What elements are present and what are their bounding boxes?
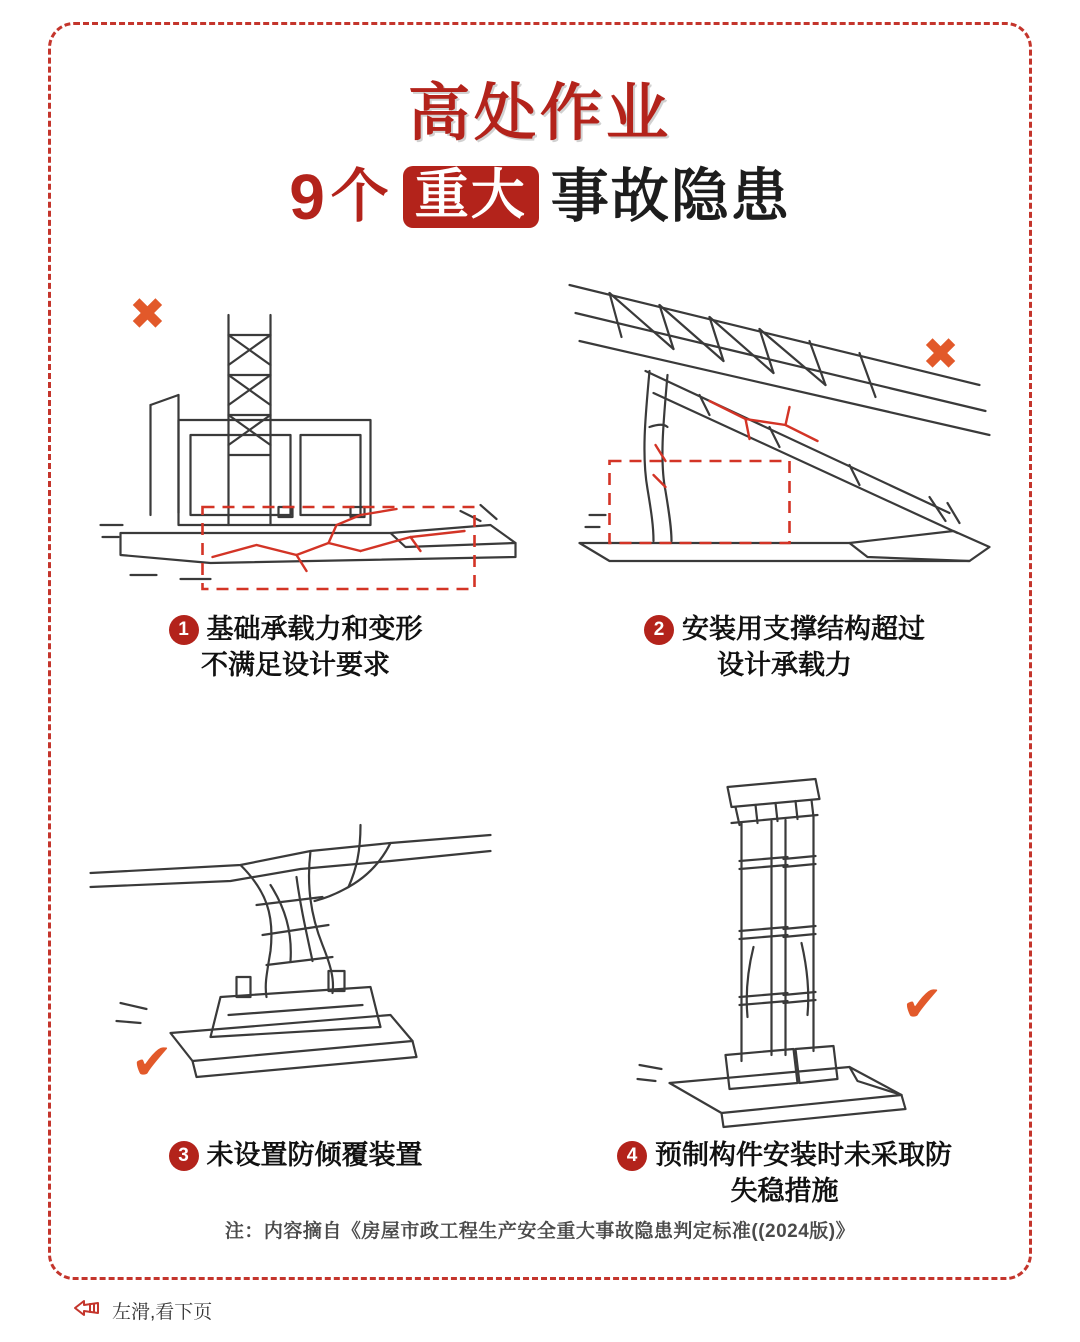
hazard-item-4 [540, 705, 1029, 1207]
hazard-caption-4 [540, 1137, 1029, 1210]
cross-icon-2: ✖ [922, 330, 959, 379]
check-icon-4: ✔ [901, 976, 943, 1032]
hazard-grid [51, 275, 1029, 1207]
hazard-badge-2: 2 [644, 615, 674, 645]
poster-frame [48, 22, 1032, 1280]
hazard-item-1 [51, 275, 540, 705]
swipe-hint[interactable] [72, 1296, 212, 1324]
hazard-caption-3 [51, 1137, 540, 1173]
subtitle-unit: 个 [330, 164, 391, 229]
hazard-text-4-line1: 预制构件安装时未采取防 [655, 1140, 952, 1170]
illustration-foundation-settlement [51, 275, 540, 605]
illustration-anti-overturn-device [51, 765, 540, 1145]
hazard-badge-4: 4 [617, 1141, 647, 1171]
illustration-support-overload [540, 275, 1029, 605]
subtitle-highlight: 重大 [403, 166, 539, 228]
subtitle-number: 9 [289, 161, 327, 233]
hazard-item-3 [51, 705, 540, 1185]
hand-left-icon [72, 1296, 102, 1324]
hazard-item-2 [540, 275, 1029, 705]
hazard-text-3-line1: 未设置防倾覆装置 [206, 1140, 423, 1170]
swipe-hint-label: 左滑,看下页 [112, 1301, 213, 1323]
hazard-text-2-line2: 设计承载力 [717, 650, 852, 681]
hazard-badge-3: 3 [169, 1141, 199, 1171]
hazard-badge-1: 1 [169, 615, 199, 645]
hazard-caption-2 [540, 611, 1029, 684]
hazard-text-2-line1: 安装用支撑结构超过 [682, 614, 925, 644]
hazard-text-4-line2: 失稳措施 [730, 1176, 839, 1207]
hazard-caption-1 [51, 611, 540, 684]
footnote: 注：内容摘自《房屋市政工程生产安全重大事故隐患判定标准((2024版)》 [224, 1221, 856, 1242]
page-title: 高处作业 [407, 79, 672, 148]
illustration-precast-bracing [540, 765, 1029, 1145]
title-block [51, 79, 1029, 233]
page-subtitle [51, 161, 1029, 233]
cross-icon-1: ✖ [129, 290, 166, 339]
check-icon-3: ✔ [131, 1034, 173, 1090]
subtitle-tail: 事故隐患 [550, 164, 791, 229]
hazard-text-1-line2: 不满足设计要求 [201, 650, 390, 681]
hazard-text-1-line1: 基础承载力和变形 [206, 614, 423, 644]
